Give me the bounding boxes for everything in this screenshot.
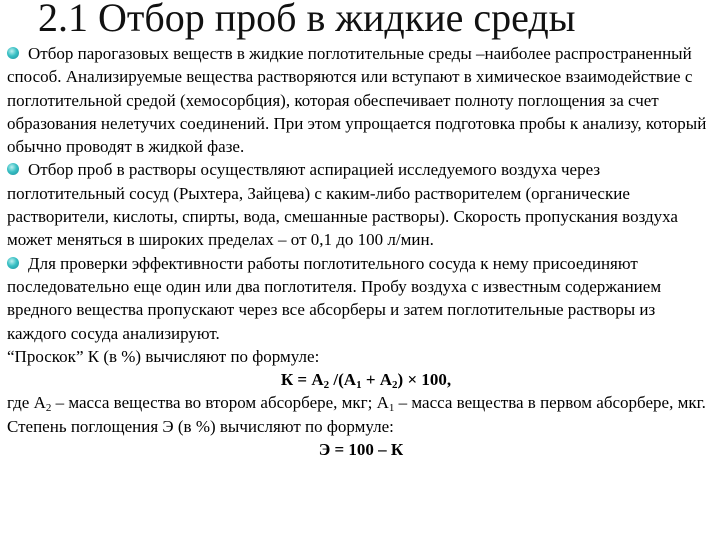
formula-definition: где $А_2$ – масса вещества во втором абсорбере, мкг; $А_1$ – масса вещества в первом абсорбере, мкг. [7,393,706,415]
paragraph-absorption-intro: Степень поглощения Э (в %) вычисляют по формуле: [7,416,394,436]
paragraph-efficiency-check [7,252,715,345]
formula-breakthrough: $К = А_2$ $/(А_1 + А_2) \times 100$, [280,370,452,392]
slide-title: 2.1 Отбор проб в жидкие среды [38,0,576,40]
bullet-icon [7,47,19,59]
bullet-icon [7,163,19,175]
formula-absorption: Э = 100 – К [318,440,404,460]
paragraph-text: Отбор проб в растворы осуществляют аспирацией исследуемого воздуха через поглотительный сосуд (Рыхтера, Зайцева) с каким-либо растворителем (органические растворители, кислоты, спирты, вода, смешанные растворы). Скорость пропускания воздуха может меняться в широких пределах – от 0,1 до 100 л/мин. [7,160,678,250]
paragraph-solutions-sampling [7,158,715,251]
paragraph-text: Для проверки эффективности работы поглотительного сосуда к нему присоединяют последовательно еще один или два поглотителя. Пробу воздуха с известным содержанием вредного вещества пропускают через все абсорберы и затем поглотительные растворы из каждого сосуда анализируют. [7,253,662,343]
paragraph-breakthrough-intro: “Проскок” К (в %) вычисляют по формуле: [7,346,320,366]
paragraph-text: Отбор парогазовых веществ в жидкие поглотительные среды –наиболее распространенный способ. Анализируемые вещества растворяются или вступают в химическое взаимодействие с поглотительной средой (хемосорбция), которая обеспечивает полноту поглощения за счет образования нелетучих соединений. При этом упрощается подготовка пробы к анализу, который обычно проводят в жидкой фазе. [7,44,707,157]
bullet-icon [7,257,19,269]
paragraph-liquid-media [7,42,715,158]
slide-body [7,42,715,461]
